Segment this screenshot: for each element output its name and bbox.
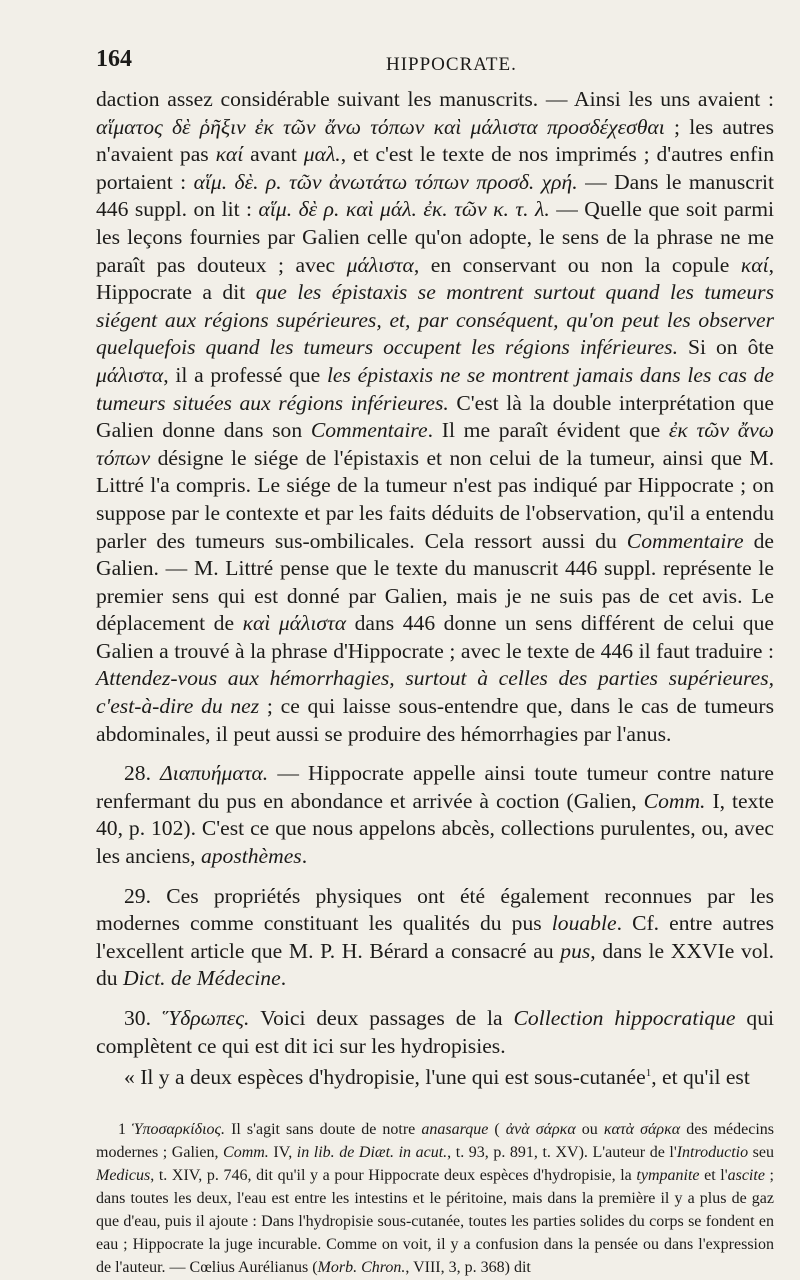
- text-run: Voici deux passages de la: [249, 1006, 514, 1030]
- text-run: , t. 93, p. 891, t. XV). L'auteur de l': [447, 1143, 677, 1161]
- page-number: 164: [96, 46, 132, 72]
- text-run: — Quelle que soit parmi les leçons fournies par Galien celle qu'on adopte, le sens de la phrase ne me paraît pas douteux ; avec: [96, 197, 775, 277]
- paragraph: [96, 1060, 774, 1092]
- italic-text: Comm.: [223, 1143, 269, 1161]
- text-run: daction assez considérable suivant les manuscrits. — Ainsi les uns avaient :: [96, 87, 774, 111]
- paragraph: [96, 86, 774, 748]
- running-head: HIPPOCRATE.: [386, 54, 517, 75]
- greek-text: μαλ.: [303, 142, 341, 167]
- text-run: avant: [243, 142, 304, 167]
- footnote: [96, 1118, 774, 1279]
- text-run: , il a professé que: [163, 362, 327, 387]
- greek-text: Ὑποσαρκίδιος.: [132, 1120, 226, 1138]
- italic-text: aposthèmes: [200, 844, 302, 869]
- italic-text: in lib. de Diæt. in acut.: [296, 1143, 448, 1161]
- text-run: désigne le siége de l'épistaxis et non celui de la tumeur, ainsi que M. Littré l'a compris. Le siége de la tumeur n'est pas indiqué par Hippocrate ; on suppose par le contexte et par les faits déduits de l'observation, qu'il a entendu parler des tumeurs sus-ombilicales. Cela ressort aussi du: [96, 445, 774, 553]
- text-run: ; dans toutes les deux, l'eau est entre les intestins et le péritoine, mais dans la première il y a plus de gaz que d'eau, puis il ajoute : Dans l'hydropisie sous-cutanée, toutes les parties solides du corps se fondent en eau ; Hippocrate la juge incurable. Comme on voit, il y a confusion dans la pensée ou dans l'expression de l'auteur. — Cœlius Aurélianus (: [96, 1166, 774, 1276]
- italic-text: Attendez-vous aux hémorrhagies, surtout à celles des parties supérieures, c'est-à-dire du nez: [96, 666, 774, 719]
- italic-text: que les épistaxis se montrent surtout quand les tumeurs siégent aux régions supérieures, et, par conséquent, qu'on peut les observer quelquefois quand les tumeurs occupent les régions inférieures.: [96, 280, 774, 360]
- italic-text: les épistaxis ne se montrent jamais dans les cas de tumeurs situées aux régions inférieures.: [96, 362, 774, 415]
- italic-text: ascite: [727, 1166, 765, 1184]
- paragraph: [96, 883, 774, 993]
- page-header: [96, 46, 774, 86]
- greek-text: Ὕδρωπες.: [161, 1006, 250, 1030]
- italic-text: anasarque: [421, 1120, 489, 1138]
- text-run: C'est là la double interprétation que Galien donne dans son: [96, 390, 775, 443]
- paragraph: [96, 760, 774, 870]
- text-run: , Hippocrate a dit: [96, 252, 774, 305]
- italic-text: Medicus: [96, 1166, 151, 1184]
- italic-text: Introductio: [676, 1143, 749, 1161]
- text-run: , et c'est le texte de nos imprimés ; d'autres enfin portaient :: [96, 142, 774, 194]
- greek-text: καὶ μάλιστα: [242, 611, 347, 636]
- text-run: . Il me paraît évident que: [427, 418, 669, 443]
- text-run: (: [488, 1120, 506, 1138]
- text-run: I, texte 40, p. 102). C'est ce que nous appelons abcès, collections purulentes, ou, avec les anciens,: [96, 788, 774, 869]
- text-run: .: [301, 844, 308, 869]
- greek-text: αἵμ. δὲ. ρ. τῶν ἀνωτάτω τόπων προσδ. χρή.: [193, 169, 578, 194]
- greek-text: Διαπυήματα.: [160, 761, 269, 786]
- text-run: de Galien. — M. Littré pense que le texte du manuscrit 446 suppl. représente le premier sens qui est donné par Galien, mais je ne suis pas de cet avis. Le déplacement de: [96, 528, 774, 636]
- italic-text: Commentaire: [626, 528, 744, 553]
- italic-text: Morb. Chron.: [317, 1258, 406, 1276]
- italic-text: tympanite: [636, 1166, 700, 1184]
- text-run: « Il y a deux espèces d'hydropisie, l'une qui est sous-cutanée: [124, 1065, 646, 1090]
- italic-text: Commentaire: [310, 418, 428, 443]
- italic-text: Dict. de Médecine: [123, 966, 281, 991]
- text-run: , VIII, 3, p. 368) dit: [405, 1258, 531, 1276]
- text-run: ou: [575, 1120, 604, 1138]
- italic-text: Collection hippocratique: [513, 1006, 736, 1030]
- text-run: , t. XIV, p. 746, dit qu'il y a pour Hippocrate deux espèces d'hydropisie, la: [150, 1166, 637, 1184]
- text-run: 1: [118, 1120, 133, 1138]
- greek-text: καί: [740, 252, 769, 277]
- greek-text: κατὰ σάρκα: [603, 1120, 681, 1138]
- paragraph: [96, 1005, 774, 1060]
- greek-text: μάλιστα: [346, 252, 414, 277]
- footnotes: [96, 1118, 774, 1279]
- text-run: Si on ôte: [678, 335, 774, 360]
- italic-text: louable: [551, 911, 617, 936]
- text-run: 28.: [124, 761, 161, 786]
- body-text: [96, 86, 774, 1092]
- text-run: ; les autres n'avaient pas: [96, 114, 774, 167]
- text-run: des médecins modernes ; Galien,: [96, 1120, 775, 1161]
- greek-text: ἐκ τῶν ἄνω τόπων: [96, 418, 774, 470]
- greek-text: μάλιστα: [96, 362, 164, 387]
- text-run: IV,: [268, 1143, 297, 1161]
- text-run: .: [280, 966, 287, 991]
- text-run: Il s'agit sans doute de notre: [225, 1120, 422, 1138]
- text-run: , en conservant ou non la copule: [413, 252, 741, 277]
- text-run: et l': [699, 1166, 728, 1184]
- text-run: qui complètent ce qui est dit ici sur les hydropisies.: [96, 1006, 775, 1058]
- text-run: , et qu'il est: [651, 1065, 750, 1090]
- text-run: 29. Ces propriétés physiques ont été également reconnues par les modernes comme constituant les qualités du pus: [96, 883, 774, 936]
- greek-text: αἵμ. δὲ ρ. καὶ μάλ. ἐκ. τῶν κ. τ. λ.: [258, 197, 550, 222]
- text-run: dans 446 donne un sens différent de celui que Galien a trouvé à la phrase d'Hippocrate ; avec le texte de 446 il faut traduire :: [96, 611, 774, 663]
- greek-text: αἵματος δὲ ῥῆξιν ἐκ τῶν ἄνω τόπων καὶ μάλιστα προσδέχεσθαι: [96, 114, 665, 139]
- greek-text: ἀνὰ σάρκα: [505, 1120, 576, 1138]
- text-run: , dans le XXVIe vol. du: [96, 938, 774, 991]
- text-run: . Cf. entre autres l'excellent article que M. P. H. Bérard a consacré au: [96, 911, 774, 963]
- text-run: seu: [748, 1143, 775, 1161]
- greek-text: καί: [215, 142, 244, 167]
- footnote-marker: 1: [645, 1067, 652, 1080]
- italic-text: pus: [560, 938, 591, 963]
- italic-text: Comm.: [643, 788, 706, 813]
- text-run: ; ce qui laisse sous-entendre que, dans le cas de tumeurs abdominales, il peut aussi se produire des hémorrhagies par l'anus.: [96, 694, 774, 746]
- text-run: — Hippocrate appelle ainsi toute tumeur contre nature renfermant du pus en abondance et arrivée à coction (Galien,: [96, 761, 774, 813]
- text-run: 30.: [124, 1006, 162, 1030]
- text-run: — Dans le manuscrit 446 suppl. on lit :: [96, 169, 775, 222]
